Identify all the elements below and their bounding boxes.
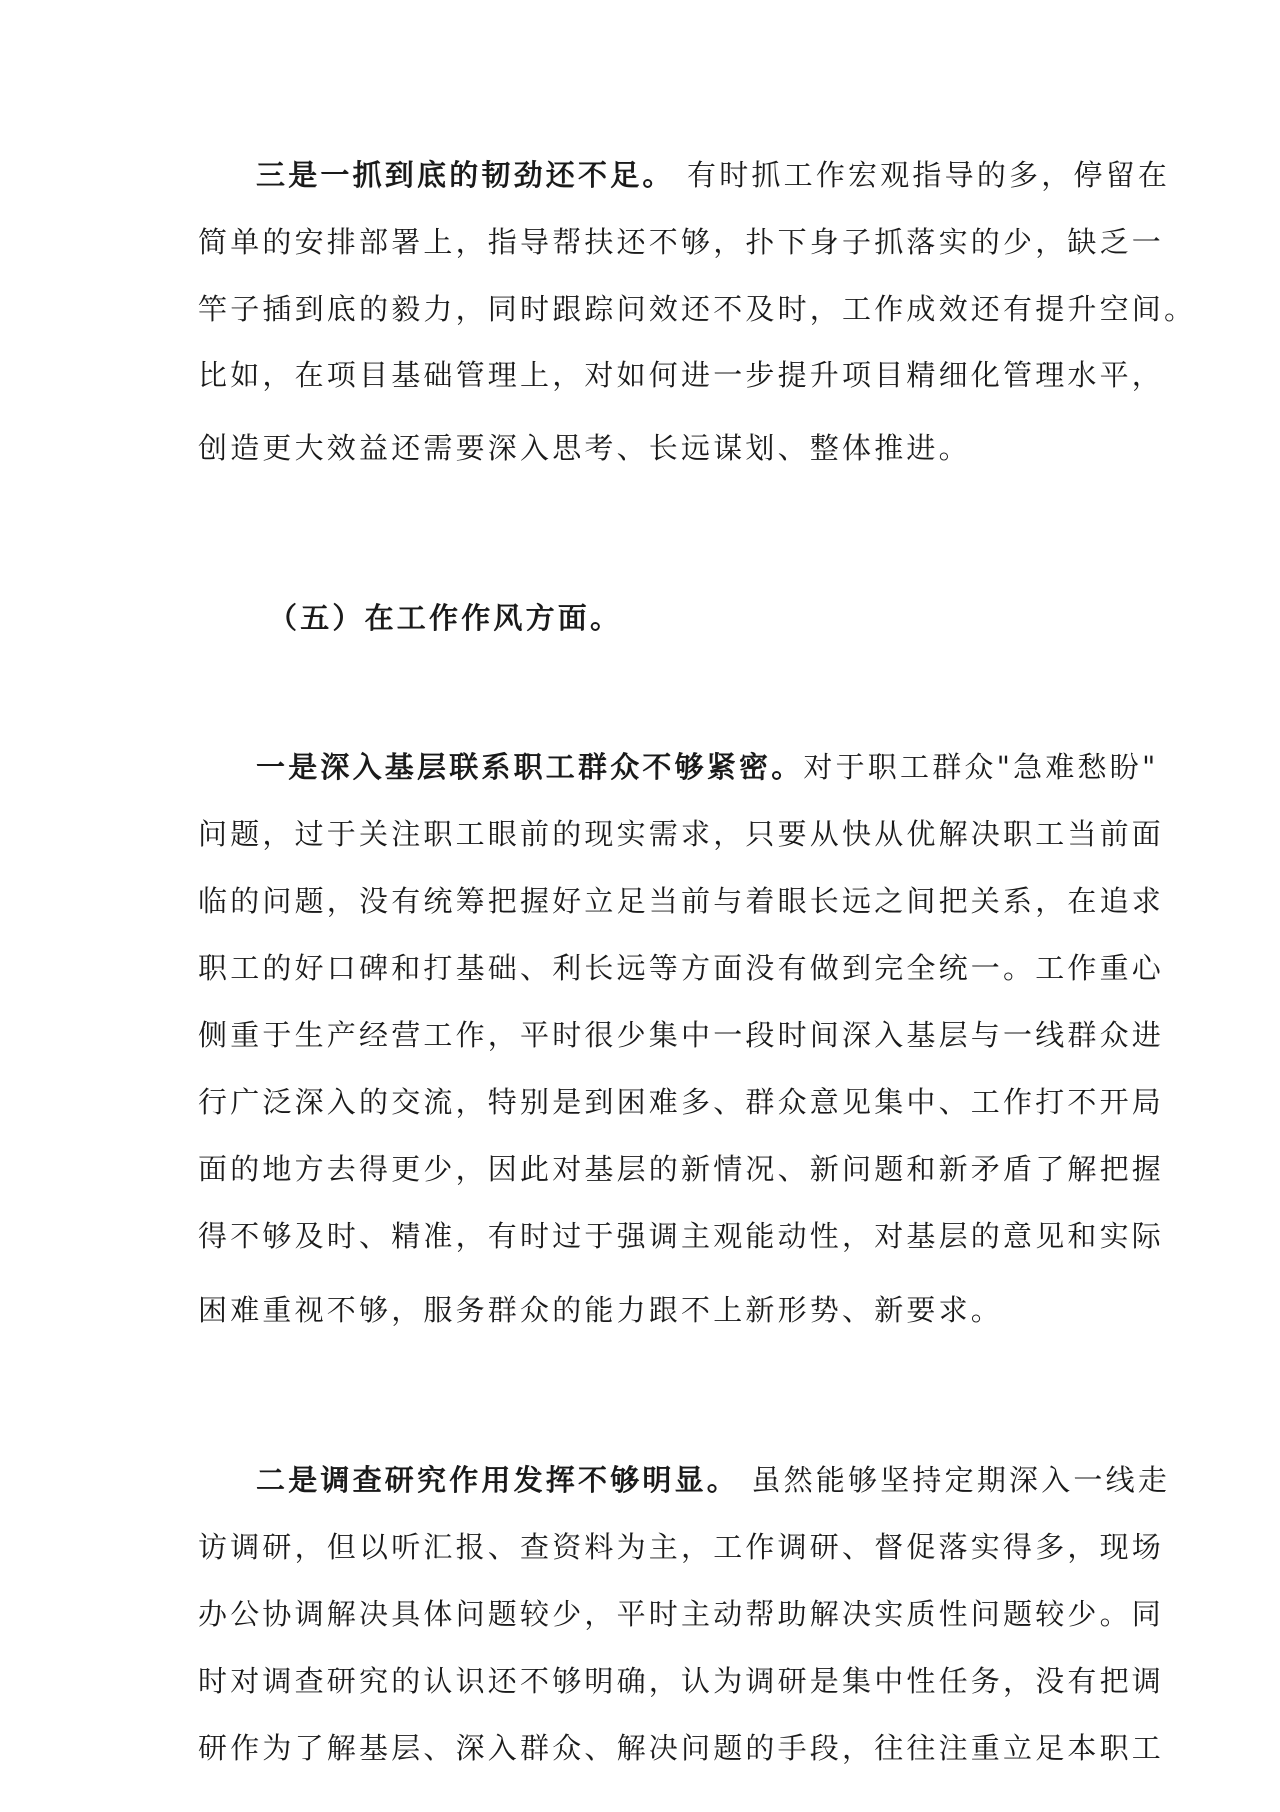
paragraph-a-line-3: 临的问题，没有统筹把握好立足当前与着眼长远之间把关系，在追求 — [198, 884, 1165, 918]
paragraph-3-line-4: 比如，在项目基础管理上，对如何进一步提升项目精细化管理水平， — [198, 358, 1165, 392]
paragraph-a-line-6: 行广泛深入的交流，特别是到困难多、群众意见集中、工作打不开局 — [198, 1085, 1165, 1119]
paragraph-3-text: 有时抓工作宏观指导的多，停留在 — [674, 158, 1171, 192]
paragraph-b-line-3: 办公协调解决具体问题较少，平时主动帮助解决实质性问题较少。同 — [198, 1597, 1165, 1631]
paragraph-a-line-1 — [256, 747, 1159, 787]
paragraph-a-lead: 一是深入基层联系职工群众不够紧密。 — [256, 750, 804, 784]
section-heading: （五）在工作作风方面。 — [268, 601, 623, 635]
paragraph-a-text: 对于职工群众"急难愁盼" — [803, 750, 1159, 784]
paragraph-3-lead: 三是一抓到底的韧劲还不足。 — [256, 158, 675, 192]
paragraph-a-line-4: 职工的好口碑和打基础、利长远等方面没有做到完全统一。工作重心 — [198, 951, 1165, 985]
paragraph-3-line-5: 创造更大效益还需要深入思考、长远谋划、整体推进。 — [198, 431, 971, 465]
paragraph-b-line-2: 访调研，但以听汇报、查资料为主，工作调研、督促落实得多，现场 — [198, 1530, 1165, 1564]
paragraph-b-text: 虽然能够坚持定期深入一线走 — [739, 1463, 1171, 1497]
paragraph-b-line-5: 研作为了解基层、深入群众、解决问题的手段，往往注重立足本职工 — [198, 1731, 1165, 1765]
paragraph-a-line-9: 困难重视不够，服务群众的能力跟不上新形势、新要求。 — [198, 1293, 1004, 1327]
paragraph-b-lead: 二是调查研究作用发挥不够明显。 — [256, 1463, 740, 1497]
paragraph-3-line-1 — [256, 155, 1170, 195]
paragraph-a-line-8: 得不够及时、精准，有时过于强调主观能动性，对基层的意见和实际 — [198, 1219, 1165, 1253]
paragraph-a-line-2: 问题，过于关注职工眼前的现实需求，只要从快从优解决职工当前面 — [198, 817, 1165, 851]
paragraph-b-line-1 — [256, 1460, 1170, 1500]
paragraph-b-line-4: 时对调查研究的认识还不够明确，认为调研是集中性任务，没有把调 — [198, 1664, 1165, 1698]
paragraph-3-line-3: 竿子插到底的毅力，同时跟踪问效还不及时，工作成效还有提升空间。 — [198, 292, 1197, 326]
paragraph-a-line-7: 面的地方去得更少，因此对基层的新情况、新问题和新矛盾了解把握 — [198, 1152, 1165, 1186]
paragraph-a-line-5: 侧重于生产经营工作，平时很少集中一段时间深入基层与一线群众进 — [198, 1018, 1165, 1052]
paragraph-3-line-2: 简单的安排部署上，指导帮扶还不够，扑下身子抓落实的少，缺乏一 — [198, 225, 1165, 259]
